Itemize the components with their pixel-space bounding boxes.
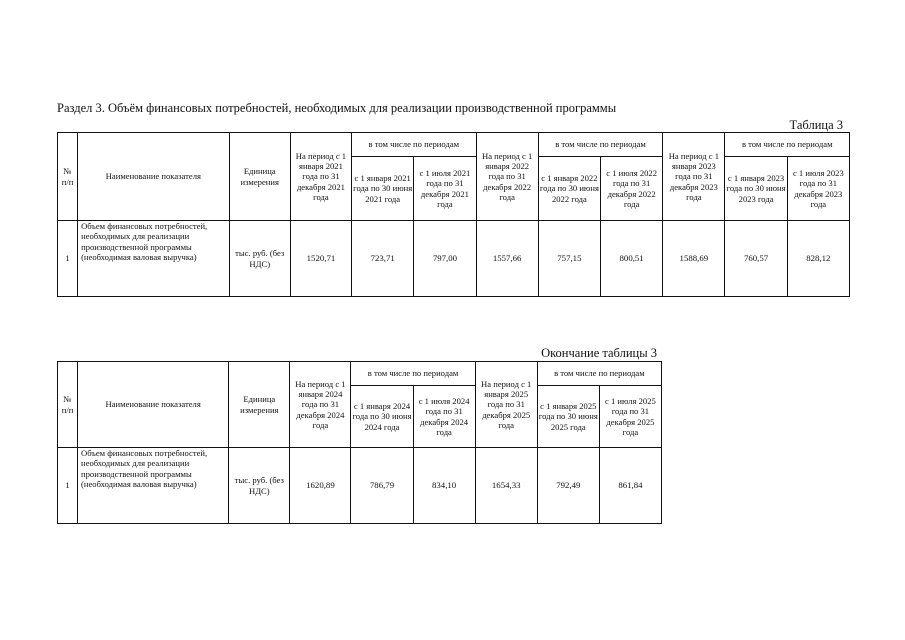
value-2023-total: 1588,69 [663,221,725,297]
col-header-period-2024: На период с 1 января 2024 года по 31 декабря 2024 года [290,362,351,448]
row-name: Объем финансовых потребностей, необходимых для реализации производственной программы (необходимая валовая выручка) [78,221,230,297]
col-header-including-2025: в том числе по периодам [537,362,661,386]
value-2025-total: 1654,33 [475,448,537,524]
col-header-including-2024: в том числе по периодам [351,362,475,386]
value-2024-total: 1620,89 [290,448,351,524]
value-2021-h1: 723,71 [352,221,414,297]
col-header-period-2022: На период с 1 января 2022 года по 31 декабря 2022 года [476,133,538,221]
col-header-including-2023: в том числе по периодам [725,133,850,157]
col-header-including-2021: в том числе по периодам [352,133,476,157]
section-heading: Раздел 3. Объём финансовых потребностей, необходимых для реализации производственной программы [57,101,617,115]
value-2023-h2: 828,12 [787,221,849,297]
col-header-2025-h1: с 1 января 2025 года по 30 июня 2025 года [537,386,599,448]
col-header-unit: Единица измерения [229,362,290,448]
col-header-2021-h2: с 1 июля 2021 года по 31 декабря 2021 года [414,157,476,221]
col-header-number: № п/п [58,133,78,221]
value-2022-h1: 757,15 [538,221,600,297]
table1-caption: Таблица 3 [789,118,843,132]
value-2025-h1: 792,49 [537,448,599,524]
row-number: 1 [58,448,78,524]
col-header-name: Наименование показателя [78,133,230,221]
row-name: Объем финансовых потребностей, необходимых для реализации производственной программы (необходимая валовая выручка) [78,448,229,524]
financial-needs-table-2 [57,361,662,524]
col-header-2024-h2: с 1 июля 2024 года по 31 декабря 2024 года [413,386,475,448]
value-2021-h2: 797,00 [414,221,476,297]
col-header-2021-h1: с 1 января 2021 года по 30 июня 2021 года [352,157,414,221]
table-row [58,221,850,297]
col-header-period-2021: На период с 1 января 2021 года по 31 декабря 2021 года [290,133,351,221]
table2-caption: Окончание таблицы 3 [541,346,657,360]
col-header-unit: Единица измерения [229,133,290,221]
value-2025-h2: 861,84 [599,448,661,524]
row-number: 1 [58,221,78,297]
col-header-2023-h1: с 1 января 2023 года по 30 июня 2023 года [725,157,787,221]
col-header-name: Наименование показателя [78,362,229,448]
value-2021-total: 1520,71 [290,221,351,297]
table-row [58,448,662,524]
col-header-including-2022: в том числе по периодам [538,133,662,157]
col-header-2023-h2: с 1 июля 2023 года по 31 декабря 2023 года [787,157,849,221]
value-2024-h2: 834,10 [413,448,475,524]
row-unit: тыс. руб. (без НДС) [229,448,290,524]
col-header-period-2025: На период с 1 января 2025 года по 31 декабря 2025 года [475,362,537,448]
col-header-2025-h2: с 1 июля 2025 года по 31 декабря 2025 года [599,386,661,448]
value-2023-h1: 760,57 [725,221,787,297]
col-header-2024-h1: с 1 января 2024 года по 30 июня 2024 года [351,386,413,448]
value-2022-total: 1557,66 [476,221,538,297]
col-header-2022-h2: с 1 июля 2022 года по 31 декабря 2022 года [601,157,663,221]
value-2024-h1: 786,79 [351,448,413,524]
financial-needs-table-1 [57,132,850,297]
col-header-number: № п/п [58,362,78,448]
col-header-2022-h1: с 1 января 2022 года по 30 июня 2022 года [538,157,600,221]
value-2022-h2: 800,51 [601,221,663,297]
row-unit: тыс. руб. (без НДС) [229,221,290,297]
col-header-period-2023: На период с 1 января 2023 года по 31 декабря 2023 года [663,133,725,221]
